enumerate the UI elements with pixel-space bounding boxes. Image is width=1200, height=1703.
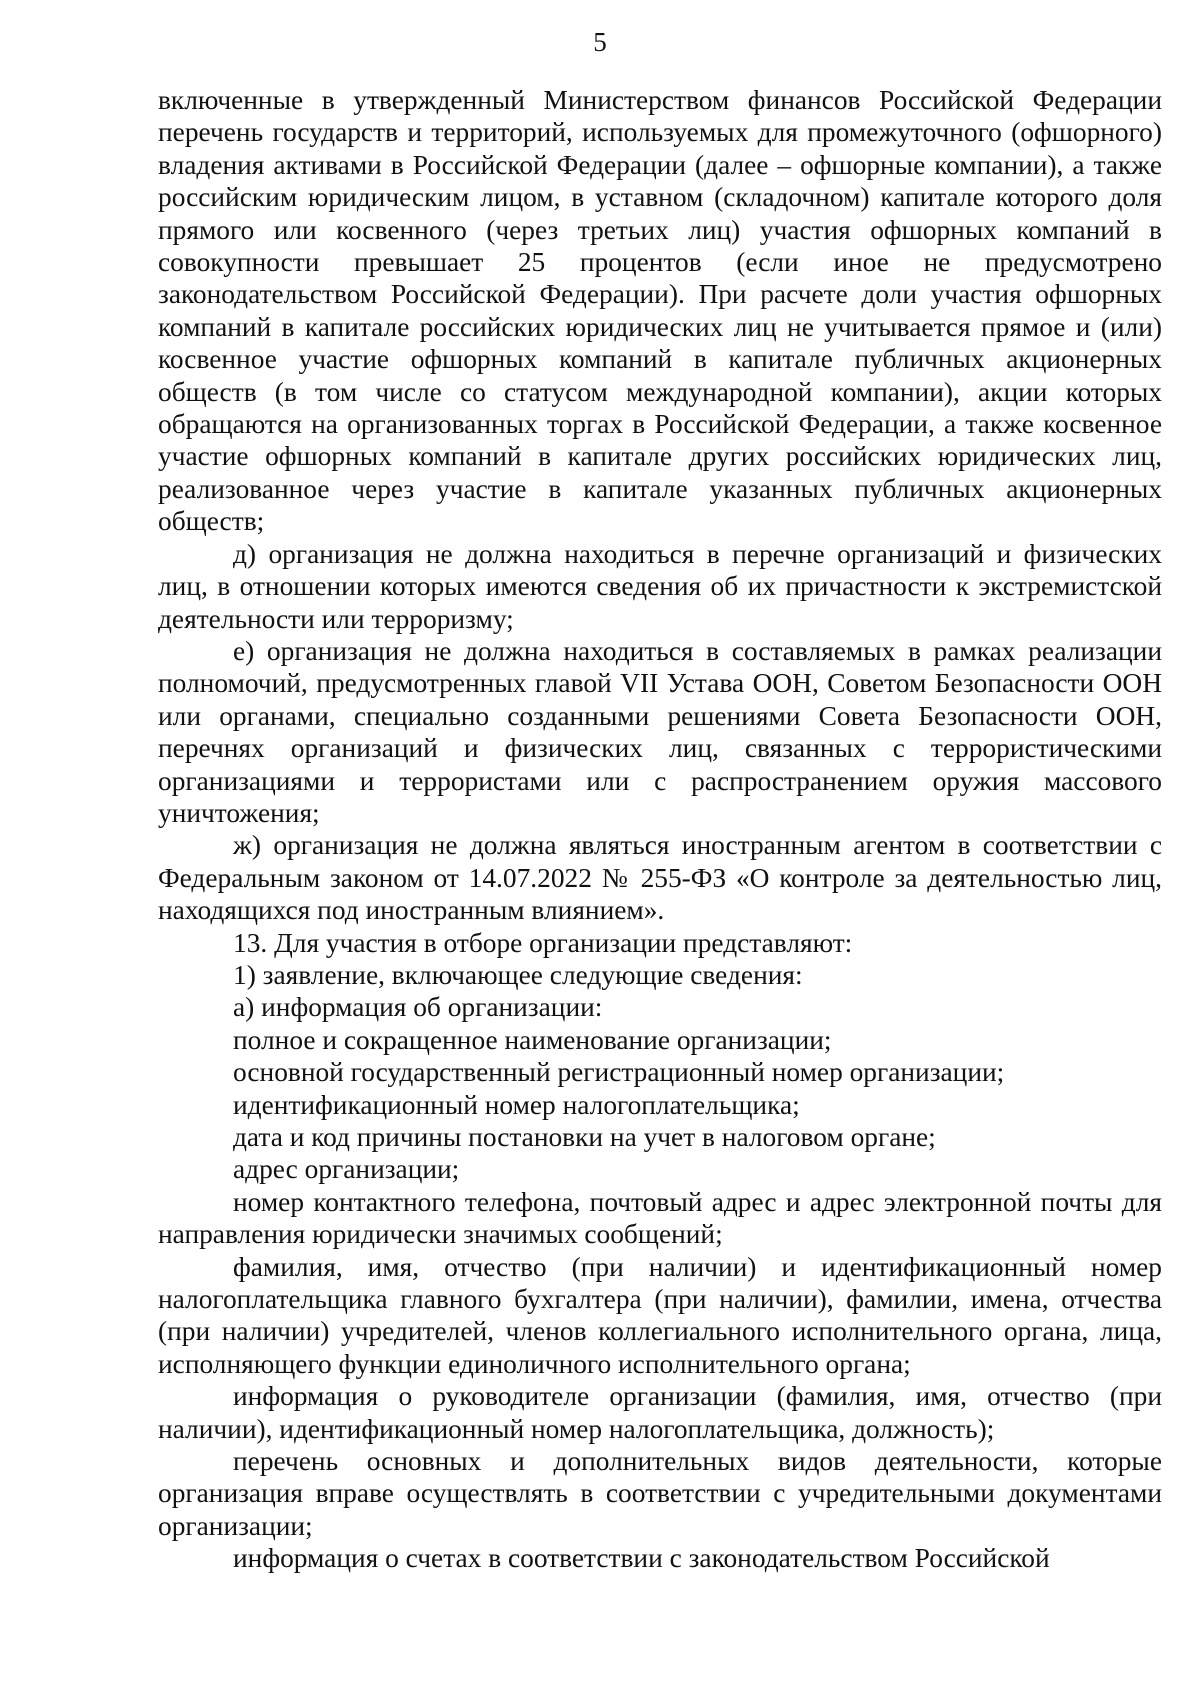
paragraph: информация о счетах в соответствии с законодательством Российской <box>233 1543 1050 1574</box>
paragraph: а) информация об организации: <box>233 992 603 1023</box>
paragraph: 1) заявление, включающее следующие сведения: <box>233 959 803 990</box>
page-number: 5 <box>593 27 607 57</box>
paragraph: фамилия, имя, отчество (при наличии) и идентификационный номер налогоплательщика главного бухгалтера (при наличии), фамилии, имена, отчества (при наличии) учредителей, членов коллегиального исполнительного органа, лица, исполняющего функции единоличного исполнительного органа; <box>158 1251 1162 1379</box>
paragraph: д) организация не должна находиться в перечне организаций и физических лиц, в отношении которых имеются сведения об их причастности к экстремистской деятельности или терроризму; <box>158 538 1162 634</box>
paragraph: идентификационный номер налогоплательщика; <box>233 1089 800 1120</box>
paragraph: ж) организация не должна являться иностранным агентом в соответствии с Федеральным законом от 14.07.2022 № 255-ФЗ «О контроле за деятельностью лиц, находящихся под иностранным влиянием». <box>158 830 1162 926</box>
paragraph: дата и код причины постановки на учет в налоговом органе; <box>233 1122 936 1152</box>
paragraph: е) организация не должна находиться в составляемых в рамках реализации полномочий, предусмотренных главой VII Устава ООН, Советом Безопасности ООН или органами, специально созданными решениями Совета Безопасности ООН, перечнях организаций и физических лиц, связанных с террористическими организациями и террористами или с распространением оружия массового уничтожения; <box>158 635 1162 828</box>
body-text <box>158 84 1162 1575</box>
paragraph: основной государственный регистрационный номер организации; <box>233 1057 1005 1088</box>
paragraph: информация о руководителе организации (фамилия, имя, отчество (при наличии), идентификационный номер налогоплательщика, должность); <box>158 1381 1162 1444</box>
paragraph: 13. Для участия в отборе организации представляют: <box>233 927 853 958</box>
paragraph: номер контактного телефона, почтовый адрес и адрес электронной почты для направления юридически значимых сообщений; <box>158 1186 1162 1250</box>
paragraph: перечень основных и дополнительных видов деятельности, которые организация вправе осуществлять в соответствии с учредительными документами организации; <box>158 1446 1162 1541</box>
paragraph: адрес организации; <box>233 1154 460 1185</box>
paragraph: полное и сокращенное наименование организации; <box>233 1024 832 1055</box>
paragraph: включенные в утвержденный Министерством финансов Российской Федерации перечень государств и территорий, используемых для промежуточного (офшорного) владения активами в Российской Федерации (далее – офшорные компании), а также российским юридическим лицом, в уставном (складочном) капитале которого доля прямого или косвенного (через третьих лиц) участия офшорных компаний в совокупности превышает 25 процентов (если иное не предусмотрено законодательством Российской Федерации). При расчете доли участия офшорных компаний в капитале российских юридических лиц не учитывается прямое и (или) косвенное участие офшорных компаний в капитале публичных акционерных обществ (в том числе со статусом международной компании), акции которых обращаются на организованных торгах в Российской Федерации, а также косвенное участие офшорных компаний в капитале других российских юридических лиц, реализованное через участие в капитале указанных публичных акционерных обществ; <box>158 85 1162 537</box>
